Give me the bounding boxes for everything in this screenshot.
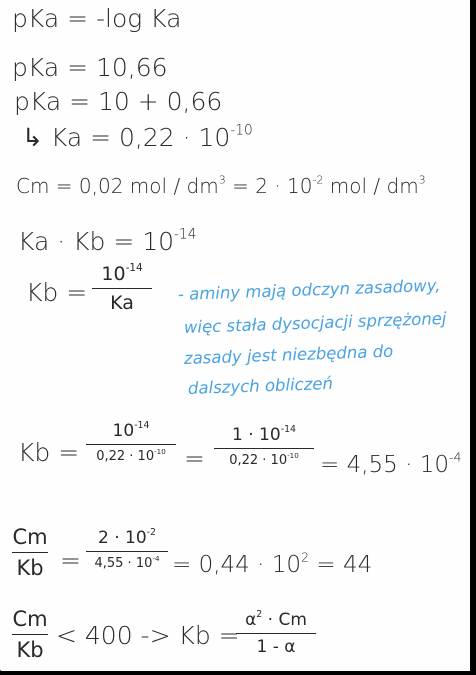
ratio-result <box>172 549 373 578</box>
ratio-equals-1: = <box>60 546 81 575</box>
ratio-numerator: $2 \cdot 10^{-2}$ <box>98 527 156 548</box>
pka-value-text: pKa = 10,66 <box>12 53 168 82</box>
kb-denominator: Kb <box>16 556 44 580</box>
kb-calc-denominator-2: $0,22 \cdot 10^{-10}$ <box>229 450 299 468</box>
ratio-result-exponent: 2 <box>301 549 310 565</box>
kb-alpha-numerator: $\alpha^2 \cdot Cm$ <box>245 609 307 630</box>
concentration-dm-exponent: 3 <box>218 173 226 187</box>
kb-calc-label: Kb = <box>18 438 80 467</box>
kb-calc-result <box>320 449 462 478</box>
fraction-bar <box>214 448 314 449</box>
fraction-bar <box>86 444 176 445</box>
kb-calc-fraction-2 <box>214 424 314 468</box>
note-line-2: więc stała dysocjacji sprzężonej <box>183 308 447 337</box>
cm-over-kb-fraction <box>12 527 48 579</box>
kb-calc-numerator-1: $10^{-14}$ <box>112 420 150 441</box>
ionic-product-exponent: -14 <box>174 226 197 243</box>
pka-definition-line <box>12 6 181 31</box>
approximation-condition <box>56 623 240 648</box>
cm-numerator: Cm <box>12 525 48 549</box>
ionic-product-text: Ka · Kb = 10 <box>18 227 175 256</box>
cm-numerator-2: Cm <box>12 607 48 631</box>
fraction-bar <box>12 634 48 635</box>
pka-definition-text: pKa = -log Ka <box>12 4 182 33</box>
ratio-denominator: $4,55 \cdot 10^{-4}$ <box>94 553 160 571</box>
concentration-line <box>16 173 426 198</box>
concentration-unit-text: mol / dm <box>323 174 419 198</box>
kb-formula-label: Kb = <box>26 278 88 307</box>
ratio-fraction <box>86 527 168 571</box>
concentration-sci-text: = 2 · 10 <box>225 174 313 198</box>
ratio-result-text: = 0,44 · 10 <box>172 552 301 578</box>
kb-formula-fraction <box>92 262 152 314</box>
kb-calc-equals-1: = <box>184 444 205 473</box>
concentration-sci-exponent: -2 <box>312 173 324 187</box>
ka-result-exponent: -10 <box>230 122 253 139</box>
pka-value-line <box>12 55 168 80</box>
kb-formula-numerator: $10^{-14}$ <box>101 262 143 285</box>
kb-calc-fraction-1 <box>86 420 176 464</box>
concentration-unit-exponent: 3 <box>418 173 426 187</box>
ratio-final-text: = 44 <box>309 552 373 578</box>
kb-calc-result-exponent: -4 <box>449 449 462 465</box>
kb-calc-result-text: = 4,55 · 10 <box>320 452 449 478</box>
pka-split-text: pKa = 10 + 0,66 <box>14 87 223 116</box>
kb-denominator-2: Kb <box>16 638 44 662</box>
kb-alpha-denominator: 1 - α <box>256 637 296 657</box>
fraction-bar <box>92 288 152 289</box>
ka-result-line <box>22 122 253 152</box>
approximation-condition-text: < 400 -> Kb = <box>56 621 240 650</box>
note-line-1: - aminy mają odczyn zasadowy, <box>177 275 441 304</box>
kb-calc-numerator-2: $1 \cdot 10^{-14}$ <box>232 424 296 445</box>
kb-formula-left <box>26 280 87 305</box>
cm-over-kb-fraction-2 <box>12 609 48 661</box>
fraction-bar <box>86 551 168 552</box>
concentration-mol-text: Cm = 0,02 mol / dm <box>16 174 219 198</box>
pka-split-line <box>14 89 222 114</box>
kb-alpha-fraction <box>236 609 316 657</box>
ka-result-text: ↳ Ka = 0,22 · 10 <box>22 123 231 152</box>
fraction-bar <box>236 633 316 634</box>
note-line-3: zasady jest niezbędna do <box>183 341 394 368</box>
kb-calc-denominator-1: $0,22 \cdot 10^{-10}$ <box>96 446 166 464</box>
note-line-4: dalszych obliczeń <box>187 373 334 398</box>
kb-formula-denominator: Ka <box>110 292 134 314</box>
ionic-product-line <box>18 226 197 256</box>
kb-calc-left <box>18 440 79 465</box>
fraction-bar <box>12 552 48 553</box>
